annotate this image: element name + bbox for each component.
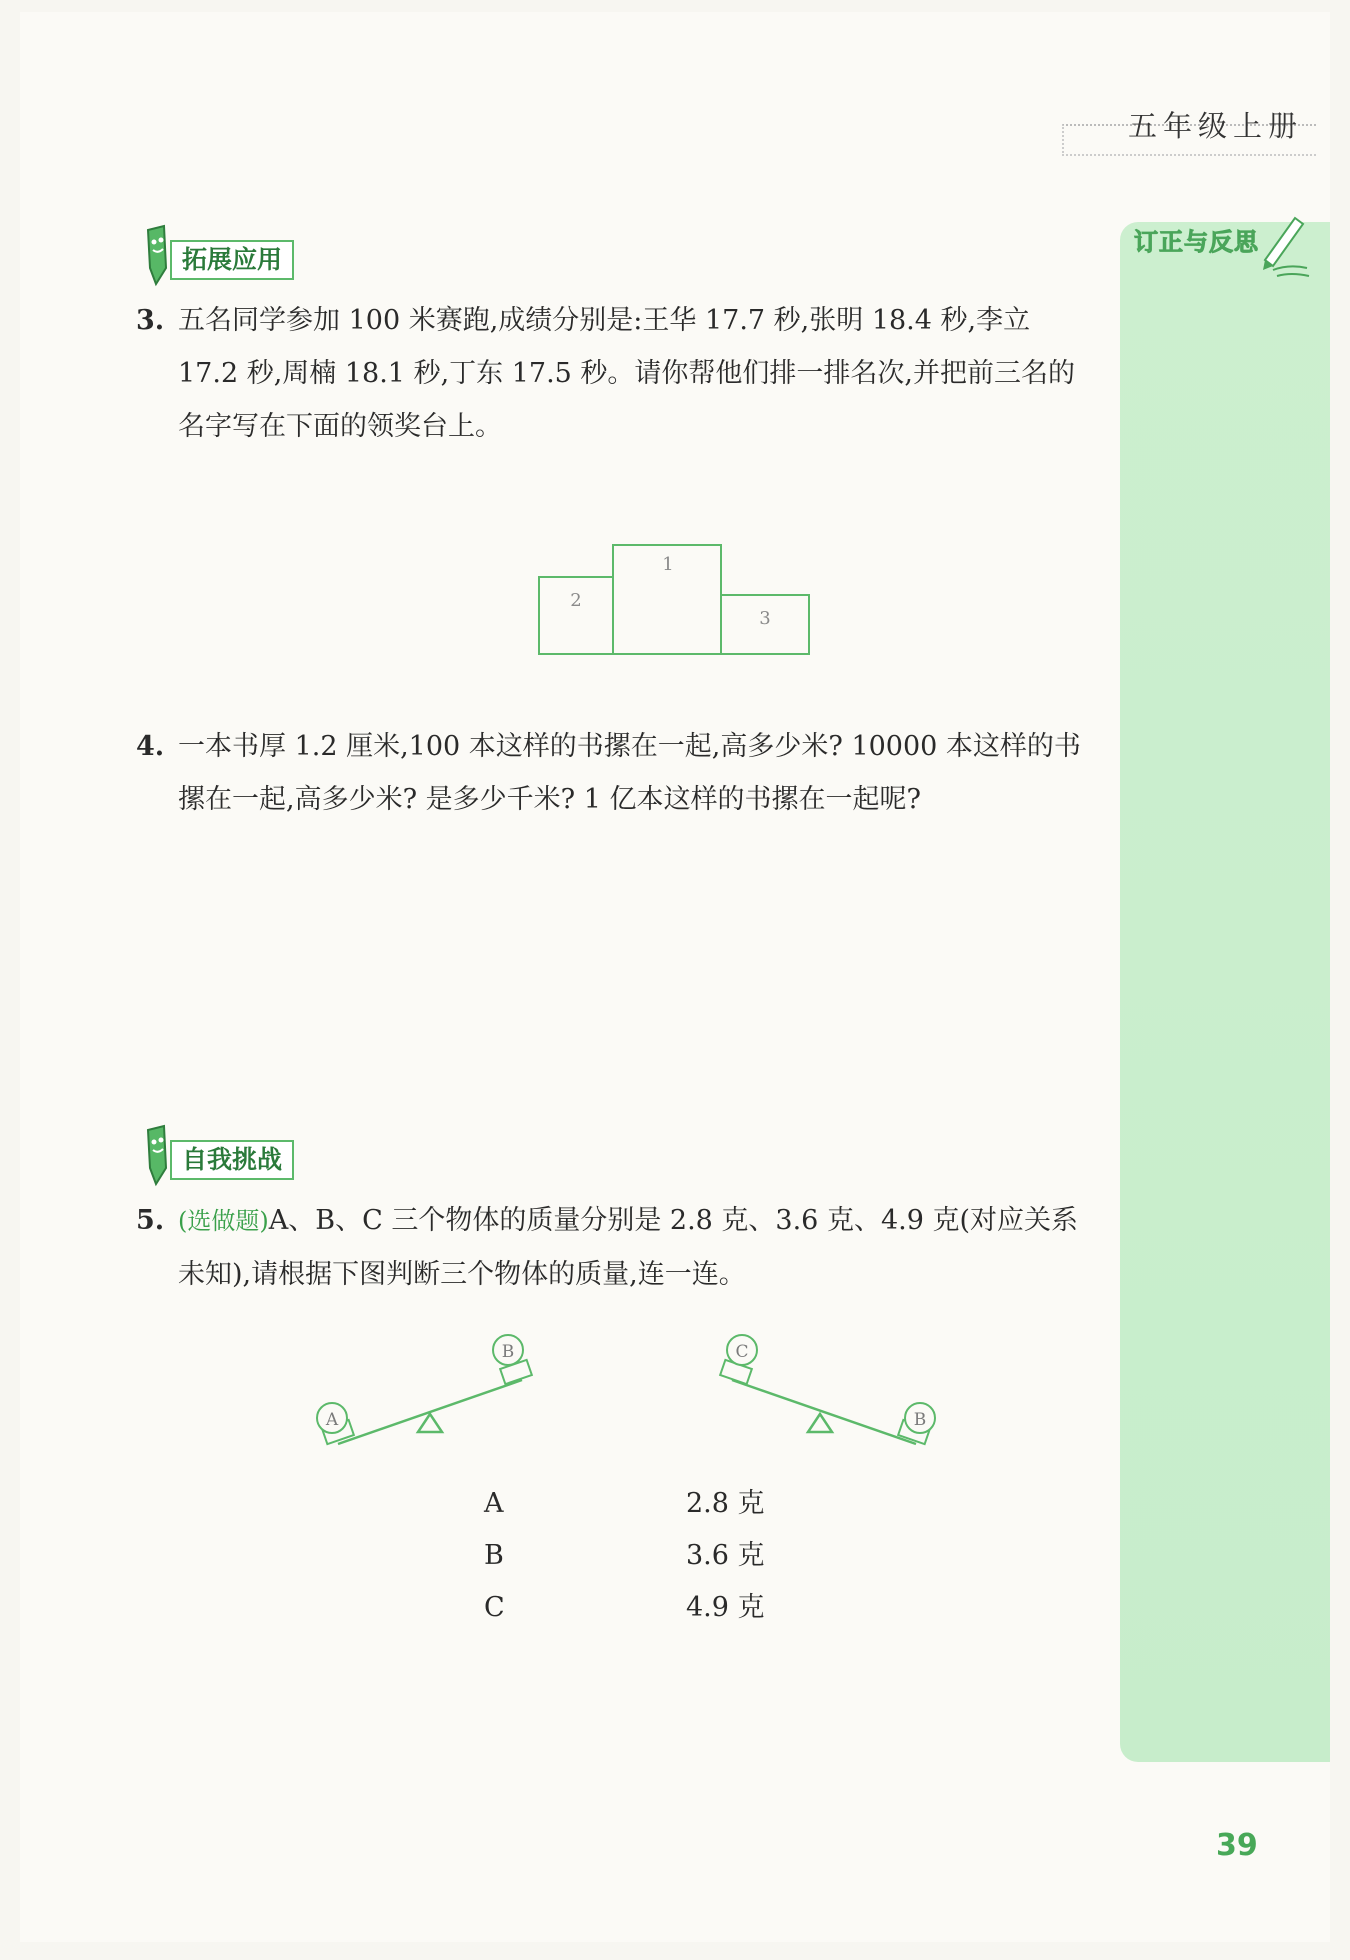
question-text: 一本书厚 1.2 厘米,100 本这样的书摞在一起,高多少米? 10000 本这样的书摞在一起,高多少米? 是多少千米? 1 亿本这样的书摞在一起呢? [178, 731, 1081, 815]
podium-diagram [538, 544, 814, 656]
notes-column [1120, 222, 1330, 1762]
question-number: 5. [136, 1205, 165, 1236]
pencil-mascot-icon [138, 222, 172, 288]
object-label: B [501, 1342, 515, 1362]
question-5 [136, 1194, 1096, 1301]
object-label: B [913, 1410, 927, 1430]
mass-item-1[interactable]: 2.8 克 [686, 1488, 765, 1519]
fulcrum-icon [808, 1414, 832, 1432]
scale-1 [317, 1335, 532, 1444]
page-number: 39 [1216, 1828, 1258, 1863]
question-number: 3. [136, 305, 165, 336]
question-number: 4. [136, 731, 165, 762]
pencil-mascot-icon [138, 1122, 172, 1188]
object-item-b[interactable]: B [484, 1540, 504, 1571]
notes-column-title: 订正与反思 [1134, 228, 1259, 256]
section-title: 拓展应用 [170, 240, 294, 280]
optional-tag: (选做题) [178, 1207, 269, 1235]
question-4 [136, 720, 1096, 826]
balance-scales-diagram [310, 1326, 950, 1456]
question-text [178, 1194, 1096, 1301]
object-label: C [735, 1342, 749, 1362]
section-title: 自我挑战 [170, 1140, 294, 1180]
mass-item-2[interactable]: 3.6 克 [686, 1540, 765, 1571]
object-label: A [325, 1410, 339, 1430]
question-3 [136, 294, 1096, 453]
grade-label: 五年级上册 [1128, 109, 1304, 143]
question-text: 五名同学参加 100 米赛跑,成绩分别是:王华 17.7 秒,张明 18.4 秒,李立 17.2 秒,周楠 18.1 秒,丁东 17.5 秒。请你帮他们排一排名次,并把前三名的名字写在下面的领奖台上。 [178, 305, 1076, 442]
object-list [484, 1478, 505, 1634]
mass-list [686, 1478, 765, 1634]
fulcrum-icon [418, 1414, 442, 1432]
podium-label-3: 3 [759, 608, 771, 629]
podium-second-place[interactable] [539, 577, 613, 654]
mass-item-3[interactable]: 4.9 克 [686, 1592, 765, 1623]
question-body: A、B、C 三个物体的质量分别是 2.8 克、3.6 克、4.9 克(对应关系未知),请根据下图判断三个物体的质量,连一连。 [178, 1205, 1078, 1290]
podium-label-1: 1 [662, 554, 674, 575]
pen-icon [1255, 212, 1315, 282]
podium-label-2: 2 [570, 590, 582, 611]
object-item-a[interactable]: A [484, 1488, 504, 1519]
scale-2 [720, 1335, 935, 1444]
object-item-c[interactable]: C [484, 1592, 505, 1623]
